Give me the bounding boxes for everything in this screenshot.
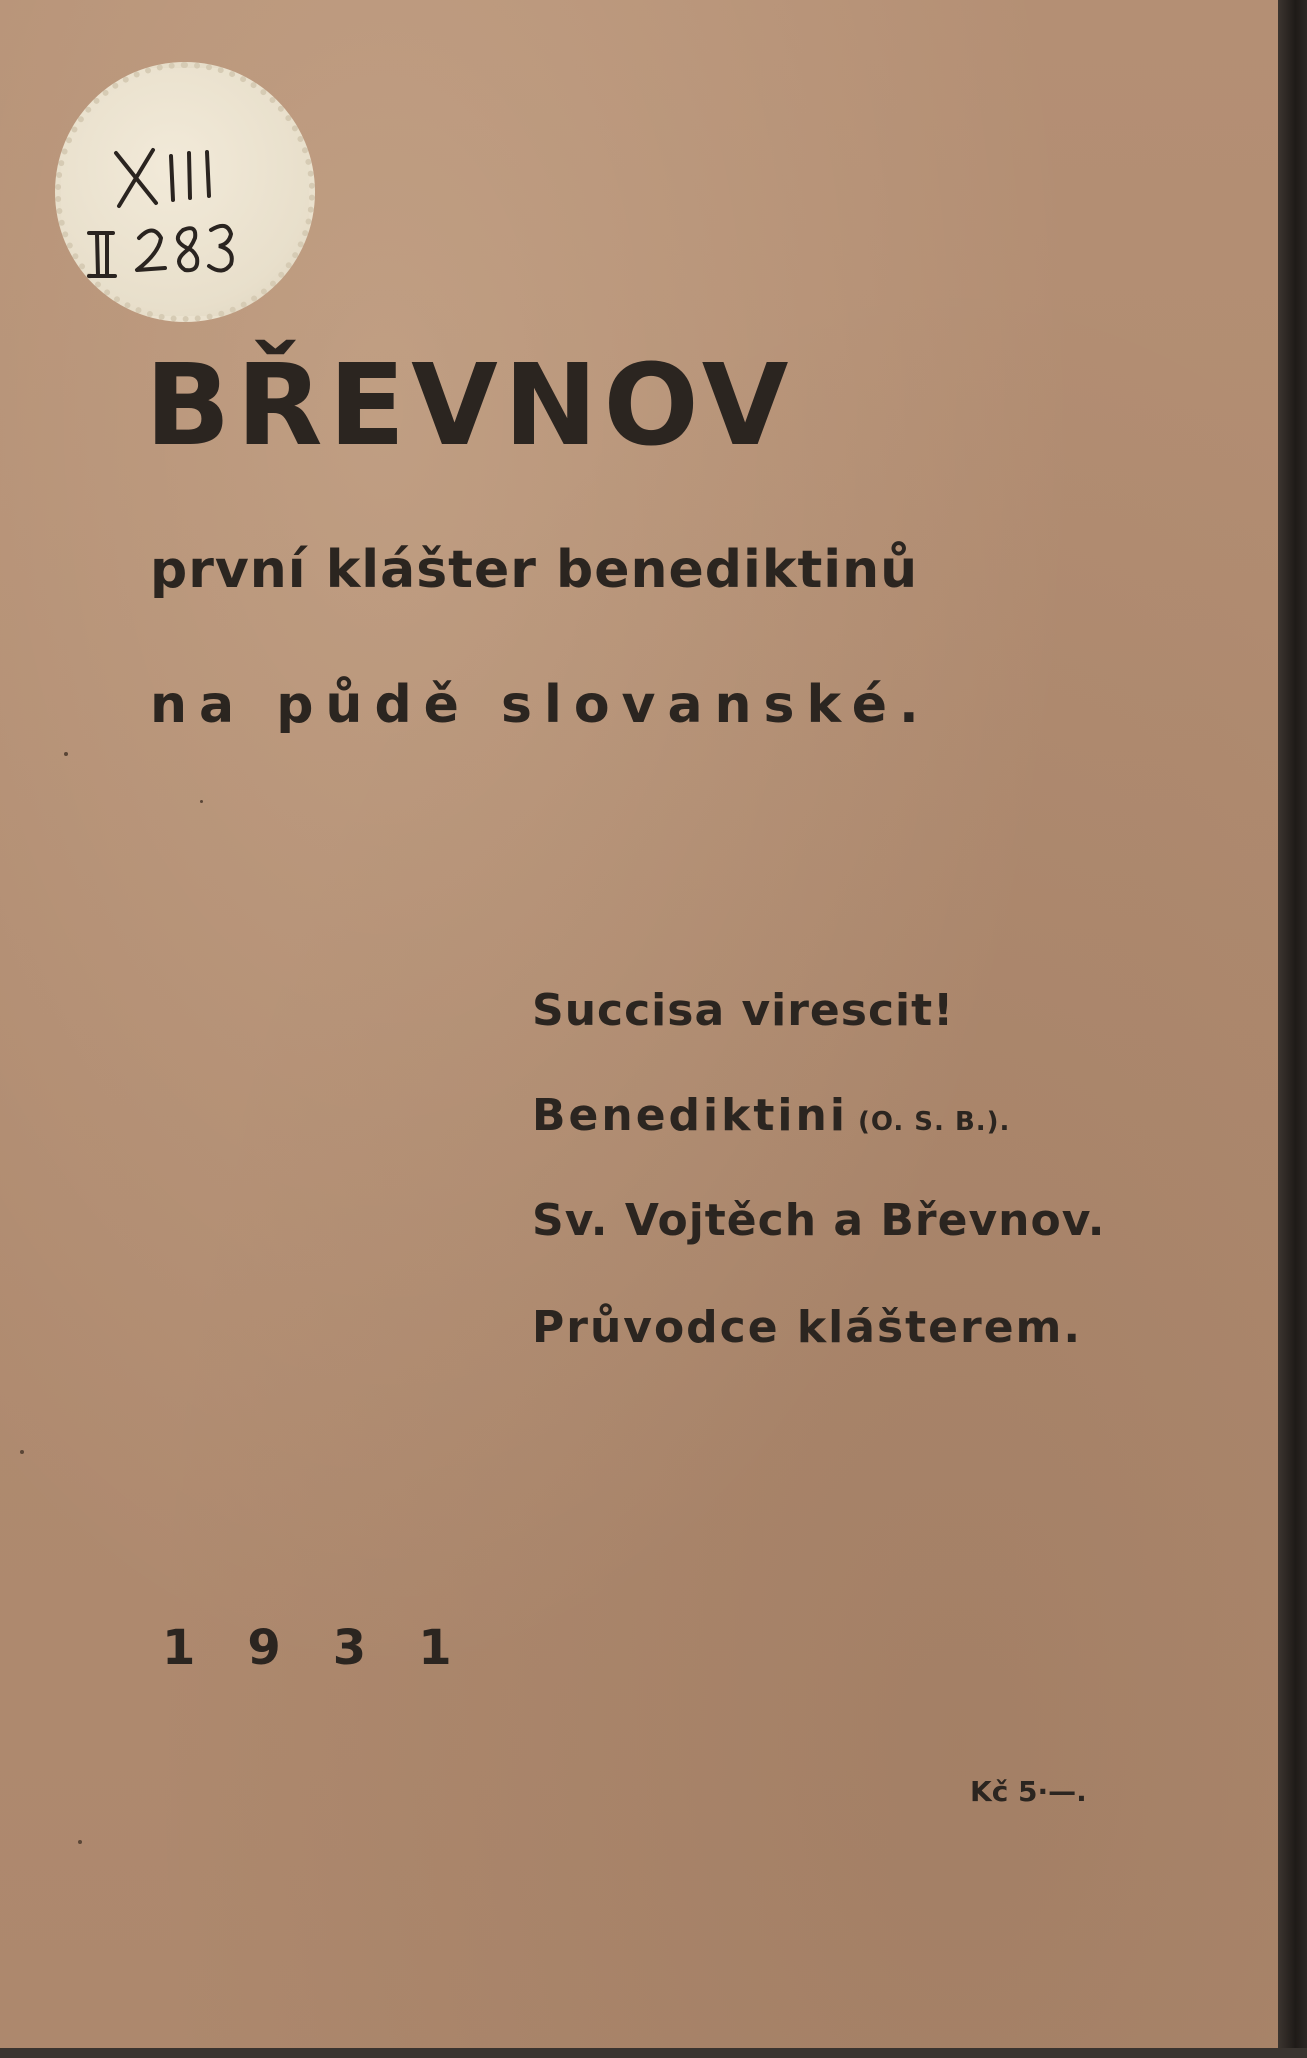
contents-item-text: Benediktini: [532, 1090, 848, 1141]
contents-item: [532, 1302, 1082, 1353]
paper-speck: [64, 752, 68, 756]
handwritten-shelfmark-icon: [61, 68, 309, 316]
publication-year: 1931: [162, 1620, 504, 1676]
paper-speck: [200, 800, 203, 803]
cover-title: BŘEVNOV: [145, 341, 795, 471]
cover-subtitle-line-1: první klášter benediktinů: [150, 540, 919, 600]
cover-subtitle-line-2: na půdě slovanské.: [150, 675, 931, 735]
paper-speck: [20, 1450, 24, 1454]
contents-item: [532, 1090, 1010, 1141]
contents-item-text: Průvodce klášterem.: [532, 1302, 1083, 1353]
bottom-edge-shadow: [0, 2048, 1307, 2058]
contents-item-text: Sv. Vojtěch a Břevnov.: [532, 1195, 1106, 1246]
contents-item-text: Succisa virescit!: [532, 985, 955, 1036]
book-edge-shadow: [1278, 0, 1307, 2058]
contents-item-abbreviation: (O. S. B.).: [847, 1107, 1011, 1137]
price-tag: Kč 5·—.: [970, 1775, 1087, 1808]
contents-item: [532, 985, 954, 1036]
library-shelf-label: [55, 62, 315, 322]
paper-speck: [78, 1840, 82, 1844]
contents-item: [532, 1195, 1106, 1246]
